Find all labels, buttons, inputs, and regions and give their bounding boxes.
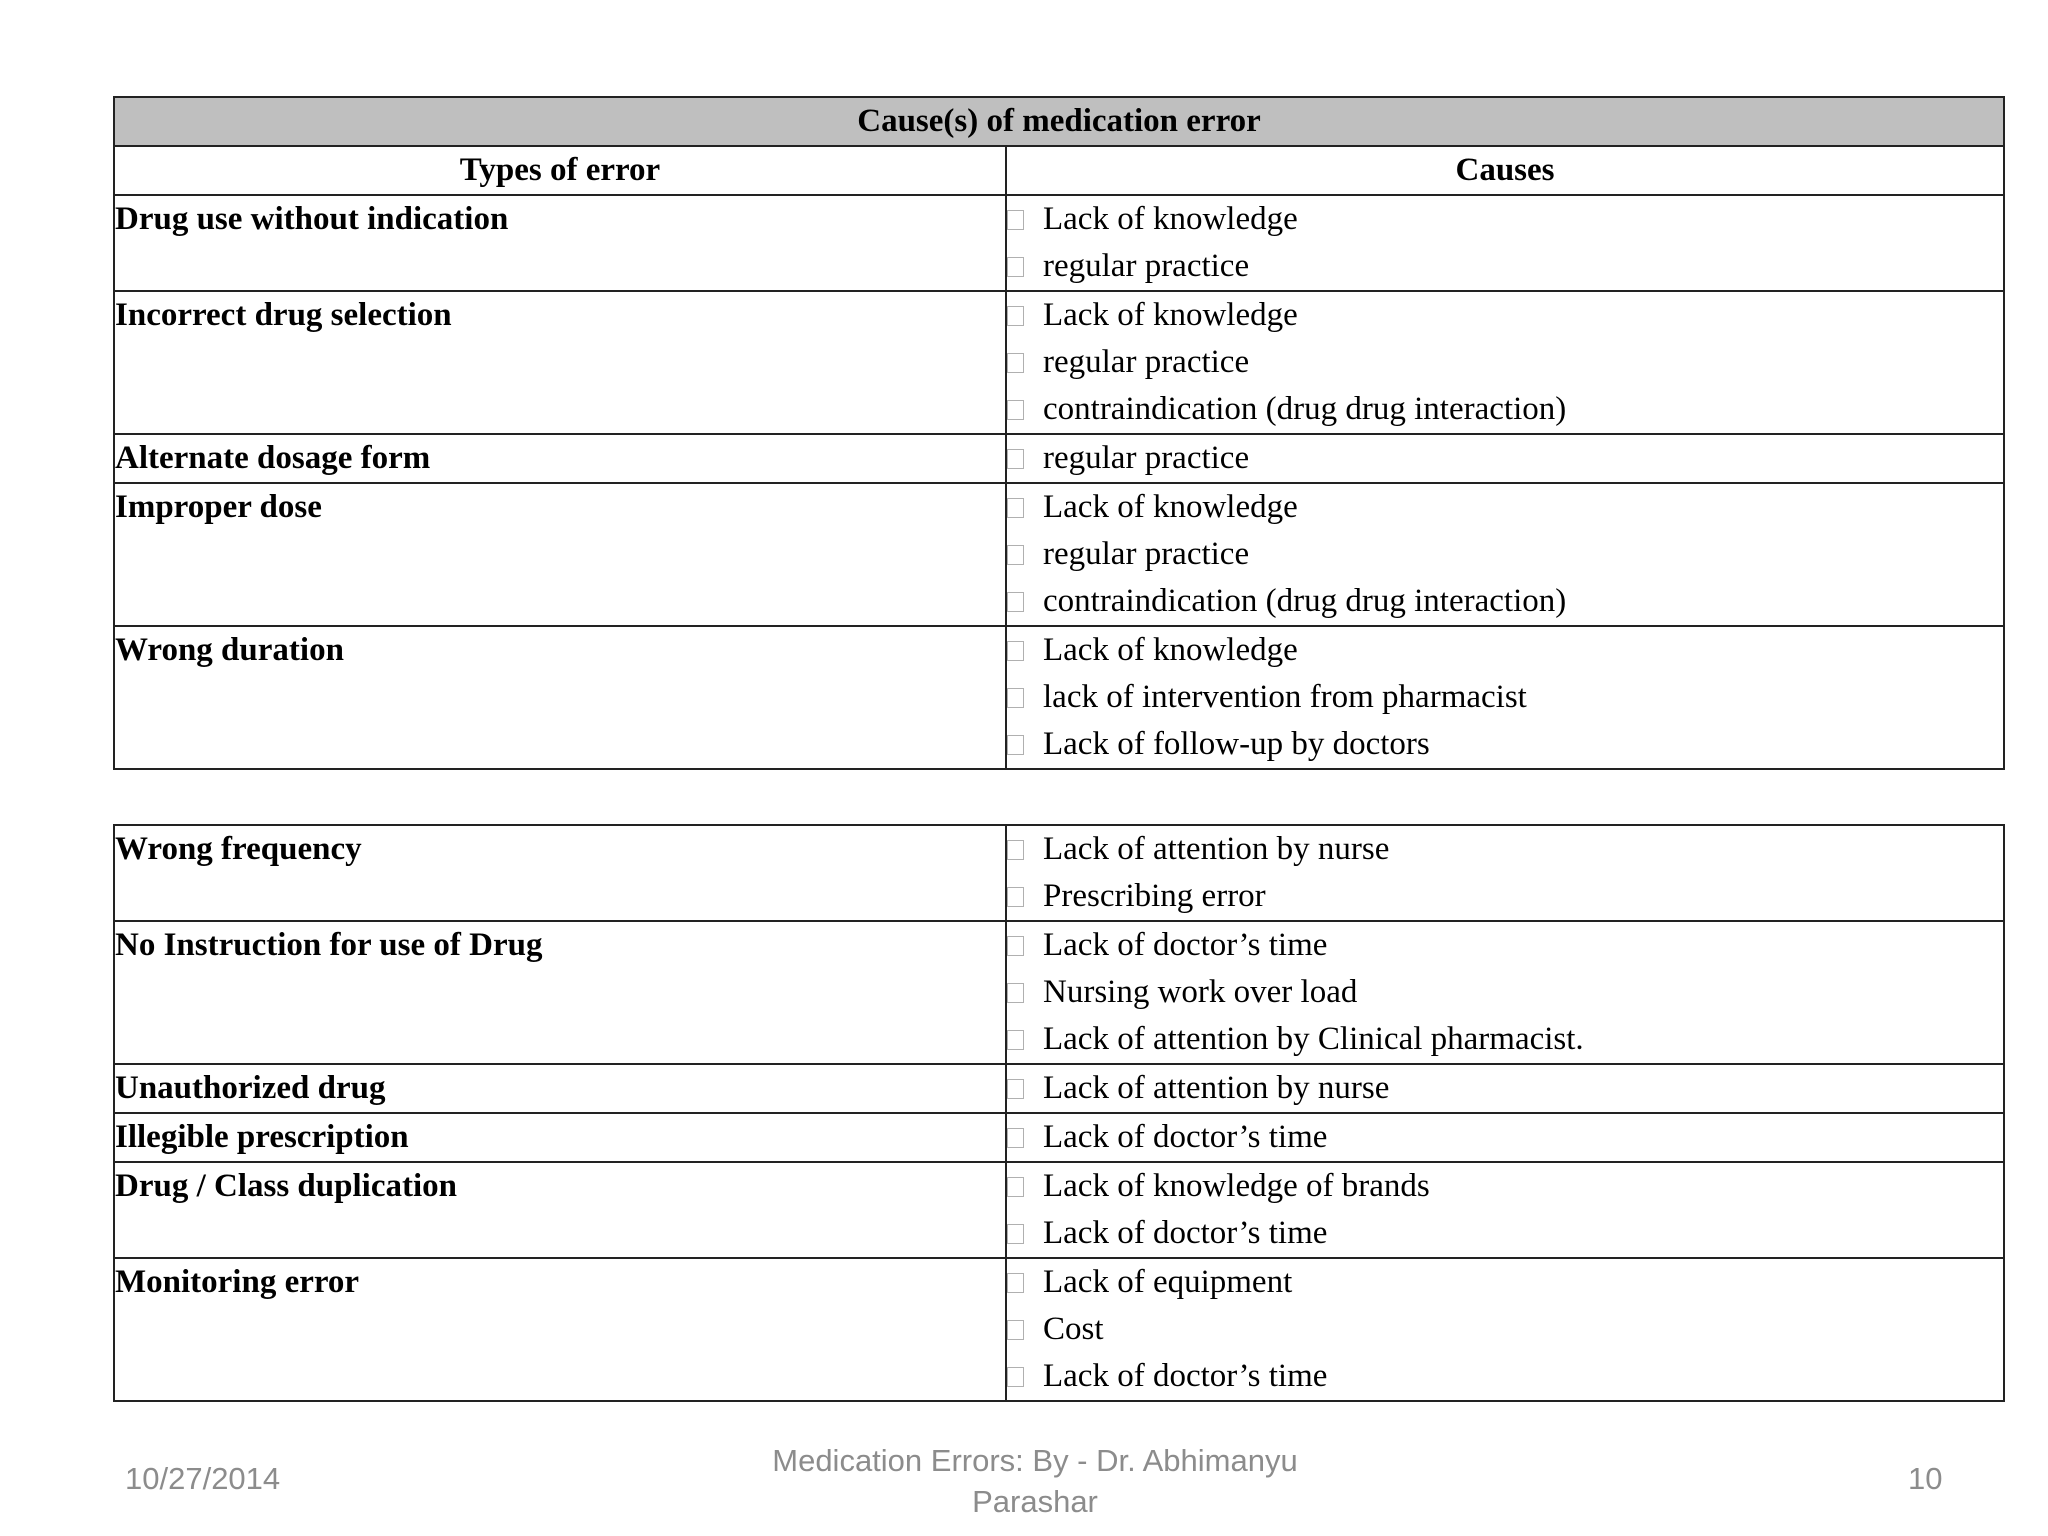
cause-item	[1007, 196, 2003, 243]
footer-title	[740, 1440, 1330, 1522]
checkbox-icon	[1007, 1224, 1024, 1244]
checkbox-icon	[1007, 306, 1024, 326]
checkbox-icon	[1007, 592, 1024, 612]
footer-date: 10/27/2014	[125, 1461, 281, 1496]
error-type: Unauthorized drug	[114, 1064, 1006, 1113]
checkbox-icon	[1007, 498, 1024, 518]
error-type: Wrong frequency	[114, 825, 1006, 921]
cause-text: Lack of attention by Clinical pharmacist.	[1043, 1021, 1584, 1057]
cause-item	[1007, 1016, 2003, 1063]
cause-text: Lack of doctor’s time	[1043, 1358, 1328, 1394]
cause-item	[1007, 578, 2003, 625]
cause-text: regular practice	[1043, 248, 1250, 284]
cause-item	[1007, 292, 2003, 339]
cause-text: regular practice	[1043, 536, 1250, 572]
cause-text: Lack of knowledge	[1043, 297, 1298, 333]
cause-text: Lack of knowledge	[1043, 489, 1298, 525]
checkbox-icon	[1007, 257, 1024, 277]
cause-item	[1007, 1353, 2003, 1400]
cause-item	[1007, 674, 2003, 721]
checkbox-icon	[1007, 1030, 1024, 1050]
footer-title-line2: Parashar	[972, 1484, 1098, 1519]
error-type: Drug / Class duplication	[114, 1162, 1006, 1258]
cause-item	[1007, 1306, 2003, 1353]
checkbox-icon	[1007, 735, 1024, 755]
cause-text: regular practice	[1043, 440, 1250, 476]
table-title: Cause(s) of medication error	[114, 97, 2004, 146]
error-type: Improper dose	[114, 483, 1006, 626]
cause-text: Cost	[1043, 1311, 1104, 1347]
cause-list	[1006, 921, 2004, 1064]
cause-item	[1007, 1163, 2003, 1210]
checkbox-icon	[1007, 688, 1024, 708]
cause-text: Nursing work over load	[1043, 974, 1358, 1010]
checkbox-icon	[1007, 1273, 1024, 1293]
checkbox-icon	[1007, 936, 1024, 956]
cause-item	[1007, 484, 2003, 531]
footer-page-number: 10	[1908, 1461, 1943, 1496]
cause-item	[1007, 627, 2003, 674]
error-type: Incorrect drug selection	[114, 291, 1006, 434]
error-type: Illegible prescription	[114, 1113, 1006, 1162]
checkbox-icon	[1007, 840, 1024, 860]
cause-list	[1006, 1258, 2004, 1401]
table-body-top	[114, 195, 2004, 769]
cause-text: Lack of follow-up by doctors	[1043, 726, 1430, 762]
cause-item	[1007, 1210, 2003, 1257]
checkbox-icon	[1007, 353, 1024, 373]
cause-item	[1007, 435, 2003, 482]
cause-item	[1007, 1259, 2003, 1306]
checkbox-icon	[1007, 1079, 1024, 1099]
cause-list	[1006, 195, 2004, 291]
causes-table-bottom	[113, 824, 2005, 1402]
table-row	[114, 195, 2004, 291]
table-row	[114, 1162, 2004, 1258]
cause-item	[1007, 721, 2003, 768]
cause-text: Lack of attention by nurse	[1043, 831, 1390, 867]
table-row	[114, 291, 2004, 434]
cause-text: Lack of knowledge	[1043, 201, 1298, 237]
cause-item	[1007, 1065, 2003, 1112]
table-row	[114, 1064, 2004, 1113]
cause-list	[1006, 1064, 2004, 1113]
checkbox-icon	[1007, 641, 1024, 661]
cause-text: Lack of knowledge	[1043, 632, 1298, 668]
error-type: Monitoring error	[114, 1258, 1006, 1401]
error-type: No Instruction for use of Drug	[114, 921, 1006, 1064]
cause-item	[1007, 531, 2003, 578]
checkbox-icon	[1007, 400, 1024, 420]
cause-list	[1006, 483, 2004, 626]
cause-list	[1006, 1113, 2004, 1162]
checkbox-icon	[1007, 1128, 1024, 1148]
cause-item	[1007, 339, 2003, 386]
cause-text: Lack of equipment	[1043, 1264, 1293, 1300]
checkbox-icon	[1007, 887, 1024, 907]
cause-list	[1006, 626, 2004, 769]
checkbox-icon	[1007, 983, 1024, 1003]
cause-item	[1007, 922, 2003, 969]
cause-item	[1007, 969, 2003, 1016]
cause-text: contraindication (drug drug interaction)	[1043, 391, 1567, 427]
cause-text: Prescribing error	[1043, 878, 1266, 914]
table-row	[114, 626, 2004, 769]
table-row	[114, 434, 2004, 483]
causes-table-top	[113, 96, 2005, 770]
cause-text: lack of intervention from pharmacist	[1043, 679, 1527, 715]
cause-list	[1006, 825, 2004, 921]
cause-text: Lack of doctor’s time	[1043, 927, 1328, 963]
cause-item	[1007, 243, 2003, 290]
checkbox-icon	[1007, 1367, 1024, 1387]
error-type: Wrong duration	[114, 626, 1006, 769]
checkbox-icon	[1007, 1320, 1024, 1340]
cause-list	[1006, 434, 2004, 483]
cause-item	[1007, 826, 2003, 873]
cause-item	[1007, 873, 2003, 920]
footer-title-line1: Medication Errors: By - Dr. Abhimanyu	[772, 1443, 1298, 1478]
table-row	[114, 825, 2004, 921]
cause-text: regular practice	[1043, 344, 1250, 380]
error-type: Alternate dosage form	[114, 434, 1006, 483]
cause-text: contraindication (drug drug interaction)	[1043, 583, 1567, 619]
table-row	[114, 483, 2004, 626]
cause-item	[1007, 1114, 2003, 1161]
cause-text: Lack of attention by nurse	[1043, 1070, 1390, 1106]
table-row	[114, 921, 2004, 1064]
error-type: Drug use without indication	[114, 195, 1006, 291]
table-body-bottom	[114, 825, 2004, 1401]
checkbox-icon	[1007, 449, 1024, 469]
cause-list	[1006, 1162, 2004, 1258]
checkbox-icon	[1007, 1177, 1024, 1197]
checkbox-icon	[1007, 545, 1024, 565]
cause-text: Lack of doctor’s time	[1043, 1119, 1328, 1155]
column-header-causes: Causes	[1006, 146, 2004, 195]
column-header-types: Types of error	[114, 146, 1006, 195]
cause-list	[1006, 291, 2004, 434]
cause-item	[1007, 386, 2003, 433]
table-row	[114, 1258, 2004, 1401]
table-row	[114, 1113, 2004, 1162]
checkbox-icon	[1007, 210, 1024, 230]
cause-text: Lack of knowledge of brands	[1043, 1168, 1430, 1204]
cause-text: Lack of doctor’s time	[1043, 1215, 1328, 1251]
